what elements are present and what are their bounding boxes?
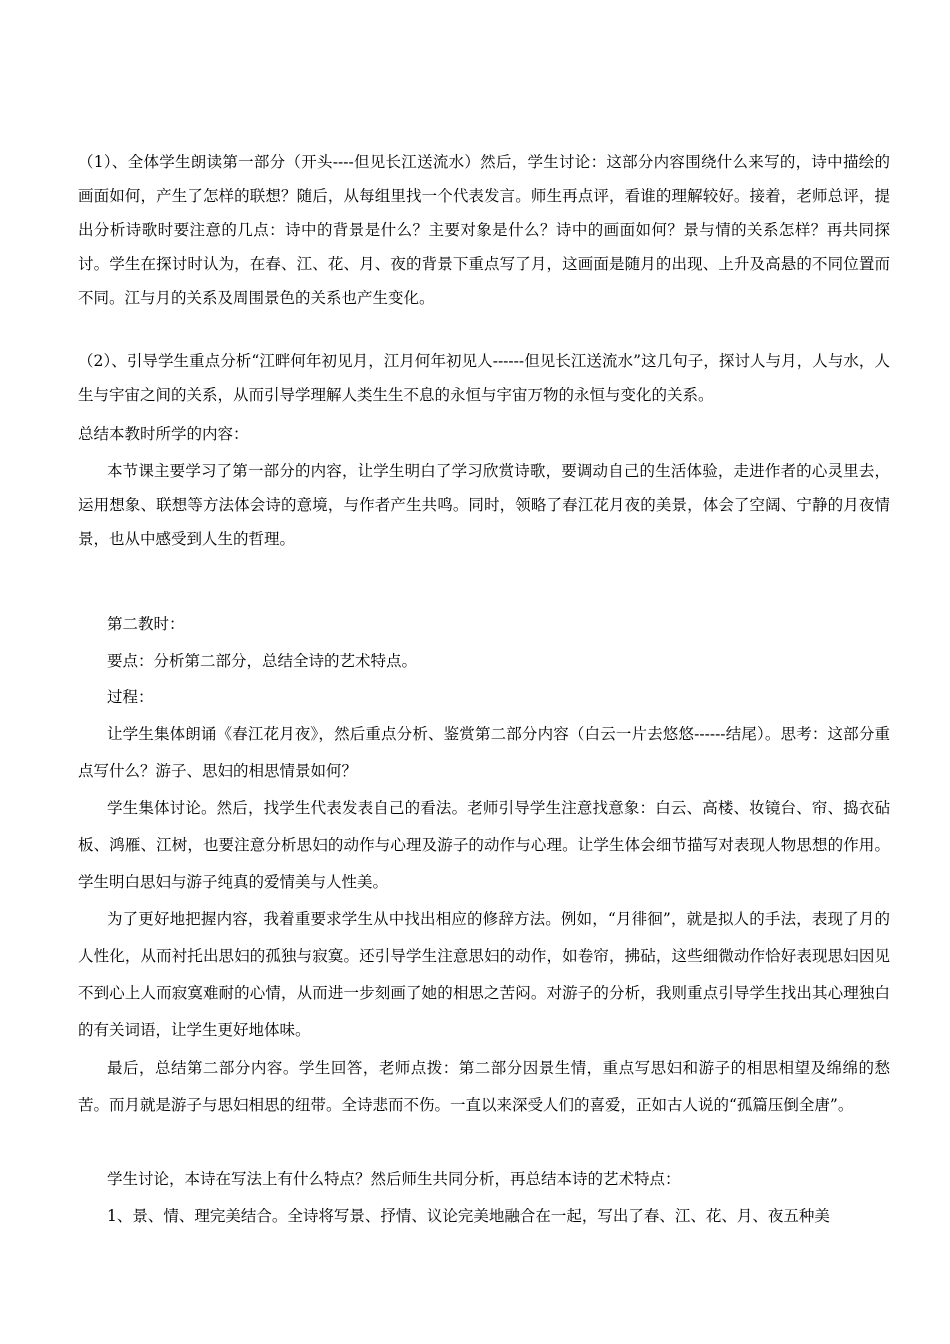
paragraph-summary-body: 本节课主要学习了第一部分的内容，让学生明白了学习欣赏诗歌，要调动自己的生活体验，走进作者的心灵里去，运用想象、联想等方法体会诗的意境，与作者产生共鸣。同时，领略了春江花月夜的美景，体会了空阔、宁静的月夜情景，也从中感受到人生的哲理。 bbox=[78, 462, 890, 548]
lesson2-title: 第二教时： bbox=[107, 615, 185, 633]
paragraph-lesson2-6: 1、景、情、理完美结合。全诗将写景、抒情、议论完美地融合在一起，写出了春、江、花、月、夜五种美 bbox=[107, 1207, 830, 1225]
paragraph-lesson2-4: 最后，总结第二部分内容。学生回答，老师点拨：第二部分因景生情，重点写思妇和游子的相思相望及绵绵的愁苦。而月就是游子与思妇相思的纽带。全诗悲而不伤。一直以来深受人们的喜爱，正如古人说的“孤篇压倒全唐”。 bbox=[78, 1059, 890, 1114]
paragraph-lesson2-2: 学生集体讨论。然后，找学生代表发表自己的看法。老师引导学生注意找意象：白云、高楼、妆镜台、帘、捣衣砧板、鸿雁、江树，也要注意分析思妇的动作与心理及游子的动作与心理。让学生体会细节描写对表现人物思想的作用。学生明白思妇与游子纯真的爱情美与人性美。 bbox=[78, 799, 890, 891]
lesson2-key-points: 要点：分析第二部分，总结全诗的艺术特点。 bbox=[107, 651, 418, 670]
lesson2-header-block bbox=[107, 606, 890, 716]
paragraph-lesson2-1: 让学生集体朗诵《春江花月夜》，然后重点分析、鉴赏第二部分内容（白云一片去悠悠------结尾）。思考：这部分重点写什么？游子、思妇的相思情景如何？ bbox=[78, 725, 890, 780]
paragraph-lesson2-3: 为了更好地把握内容，我着重要求学生从中找出相应的修辞方法。例如，“月徘徊”，就是拟人的手法，表现了月的人性化，从而衬托出思妇的孤独与寂寞。还引导学生注意思妇的动作，如卷帘，拂砧，这些细微动作恰好表现思妇因见不到心上人而寂寞难耐的心情，从而进一步刻画了她的相思之苦闷。对游子的分析，我则重点引导学生找出其心理独白的有关词语，让学生更好地体味。 bbox=[78, 910, 890, 1039]
lesson2-process-label: 过程： bbox=[107, 688, 154, 706]
paragraph-lesson2-5: 学生讨论，本诗在写法上有什么特点？然后师生共同分析，再总结本诗的艺术特点： bbox=[107, 1170, 681, 1188]
paragraph-part1-item1: （1）、全体学生朗读第一部分（开头----但见长江送流水）然后，学生讨论：这部分内容围绕什么来写的，诗中描绘的画面如何，产生了怎样的联想？随后，从每组里找一个代表发言。师生再点评，看谁的理解较好。接着，老师总评，提出分析诗歌时要注意的几点：诗中的背景是什么？主要对象是什么？诗中的画面如何？景与情的关系怎样？再共同探讨。学生在探讨时认为，在春、江、花、月、夜的背景下重点写了月，这画面是随月的出现、上升及高悬的不同位置而不同。江与月的关系及周围景色的关系也产生变化。 bbox=[78, 153, 890, 307]
summary-heading: 总结本教时所学的内容： bbox=[78, 425, 249, 443]
paragraph-part1-item2: （2）、引导学生重点分析“江畔何年初见月，江月何年初见人------但见长江送流水”这几句子，探讨人与月，人与水，人生与宇宙之间的关系，从而引导学理解人类生生不息的永恒与宇宙万物的永恒与变化的关系。 bbox=[78, 352, 890, 404]
